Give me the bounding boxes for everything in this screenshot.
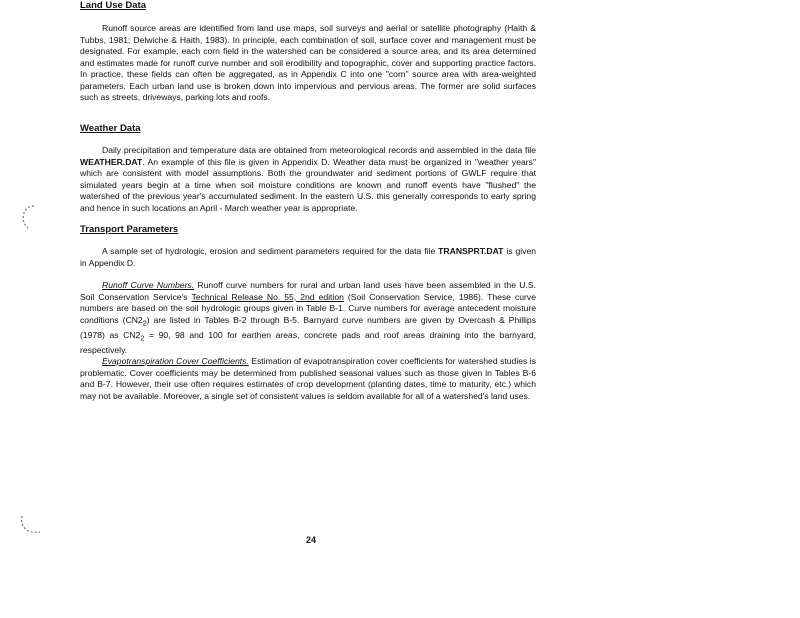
land-use-heading: Land Use Data (80, 0, 146, 11)
curve-numbers-text-d: = 90, 98 and 100 for earthen areas, concrete pads and roof areas draining into the barnyard, respectively. (80, 329, 536, 355)
curve-numbers-text-c: ) are listed in Tables B-2 through B-5. Barnyard curve numbers are given by Overcash & Phillips (1978) as CN2 (80, 314, 536, 340)
curve-numbers-title: Runoff Curve Numbers. (102, 280, 195, 290)
weather-text-a: Daily precipitation and temperature data are obtained from meteorological records and assembled in the data file (102, 145, 536, 155)
et-coefficients-text: Estimation of evapotranspiration cover coefficients for watershed studies is problematic. Cover coefficients may be determined from published seasonal values such as those given in Tables B-6 and B-7. However, their use often requires estimates of crop development (planting dates, time to maturity, etc.) which may not be available. Moreover, a single set of consistent values is seldom available for all of a watershed's land uses. (80, 356, 536, 401)
curve-numbers-text-b: (Soil Conservation Service, 1986). These curve numbers are based on the soil hydrologic groups given in Table B-1. Curve numbers for average antecedent moisture conditions (CN2 (80, 291, 536, 325)
weather-file-name: WEATHER.DAT (80, 156, 143, 167)
cn-subscript: 2 (142, 319, 147, 328)
transport-text-a: A sample set of hydrologic, erosion and sediment parameters required for the data file (102, 246, 439, 256)
et-coefficients-paragraph (80, 356, 536, 402)
technical-release-reference: Technical Release No. 55, 2nd edition (191, 291, 344, 302)
et-coefficients-title: Evapotranspiration Cover Coefficients. (102, 356, 249, 366)
binder-hole-mark-top (14, 200, 38, 234)
curve-numbers-paragraph (80, 280, 536, 356)
transport-text-b: is given in Appendix D. (80, 246, 537, 268)
transport-heading: Transport Parameters (80, 224, 179, 235)
binder-hole-mark-bottom (14, 512, 44, 538)
curve-numbers-text-a: Runoff curve numbers for rural and urban land uses have been assembled in the U.S. Soil Conservation Service's (80, 280, 536, 302)
land-use-paragraph: Runoff source areas are identified from land use maps, soil surveys and aerial or satellite photography (Haith & Tubbs, 1981; Delwiche & Haith, 1983). In principle, each combination of soil, surface cover and management must be designated. For example, each corn field in the watershed can be considered a source area, and its area determined and estimates made for runoff curve number and soil erodibility and topographic, cover and supporting practice factors. In practice, these fields can often be aggregated, as in Appendix C into one "corn" source area with area-weighted parameters. Each urban land use is broken down into impervious and pervious areas. The former are solid surfaces such as streets, driveways, parking lots and roofs. (80, 23, 536, 102)
transport-file-name: TRANSPRT.DAT (438, 246, 504, 256)
page-number: 24 (305, 535, 316, 545)
weather-text-b: . An example of this file is given in Appendix D. Weather data must be organized in "weather years" which are consistent with model assumptions. Both the groundwater and sediment portions of GWLF require that simulated years begin at a time when soil moisture conditions are known and runoff events have "flushed" the watershed of the previous year's accumulated sediment. In the eastern U.S. this generally corresponds to early spring and hence in such locations an April - March weather year is appropriate. (80, 156, 536, 213)
weather-paragraph (80, 145, 536, 214)
cn-subscript-2: 2 (140, 334, 145, 343)
weather-heading: Weather Data (80, 123, 141, 134)
transport-intro-paragraph (80, 246, 536, 269)
